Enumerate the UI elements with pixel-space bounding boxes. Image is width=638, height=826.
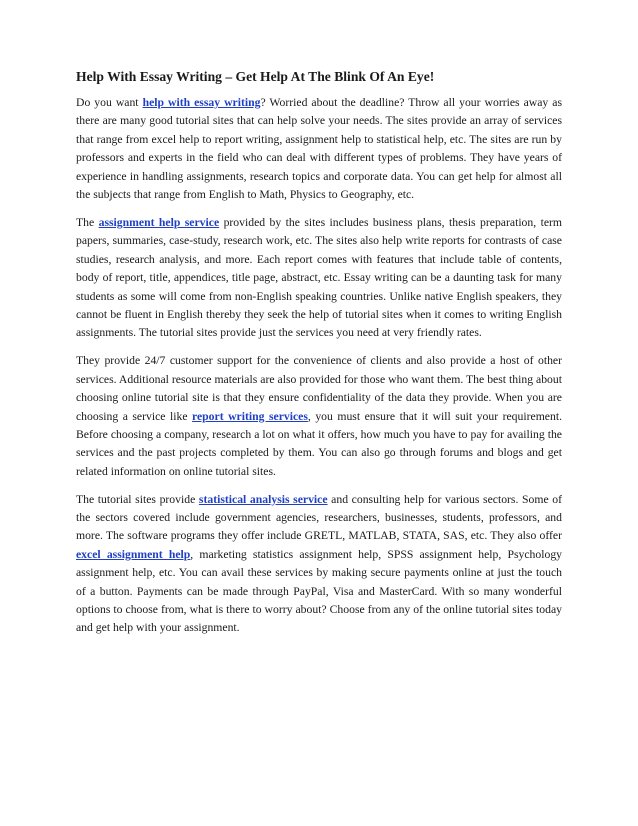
paragraph-1 [76, 94, 562, 204]
help-with-essay-writing-link[interactable]: help with essay writing [142, 96, 261, 109]
paragraph-text: and consulting help for various sectors. Some of the sectors covered include government agencies, researchers, businesses, students, professors, and more. The software programs they offer include GRETL, MATLAB, STATA, SAS, etc. They also offer [76, 492, 563, 543]
excel-assignment-help-link[interactable]: excel assignment help [76, 547, 191, 561]
paragraph-2 [76, 214, 562, 343]
assignment-help-service-link[interactable]: assignment help service [98, 215, 220, 229]
document-title: Help With Essay Writing – Get Help At The Blink Of An Eye! [76, 69, 435, 84]
paragraph-text: , marketing statistics assignment help, SPSS assignment help, Psychology assignment help, etc. You can avail these services by making secure payments online at just the touch of a button. Payments can be made through PayPal, Visa and MasterCard. With so many wonderful options to choose from, what is there to worry about? Choose from any of the online tutorial sites today and get help with your assignment. [76, 547, 563, 635]
document-page [76, 68, 562, 647]
paragraph-text: The [76, 215, 99, 229]
paragraph-text: The tutorial sites provide [76, 492, 199, 506]
paragraph-text: They provide 24/7 customer support for the convenience of clients and also provide a host of other services. Additional resource materials are also provided for those who want them. The best thing about choosing online tutorial site is that they ensure confidentiality of the data they provide. When you are choosing a service like [76, 354, 562, 423]
paragraph-text: provided by the sites includes business plans, thesis preparation, term papers, summaries, case-study, research work, etc. The sites also help write reports for contrasts of case studies, research analysis, and more. Each report comes with features that include table of contents, body of report, title, appendices, title page, abstract, etc. Essay writing can be a daunting task for many students as some will come from non-English speaking countries. Unlike native English speakers, they cannot be fluent in English thereby they seek the help of tutorial sites when it comes to writing English assignments. The tutorial sites provide just the services you need at very friendly rates. [76, 215, 563, 340]
paragraph-text: ? Worried about the deadline? Throw all your worries away as there are many good tutorial sites that can help solve your needs. The sites provide an array of services that range from excel help to report writing, assignment help to statistical help, etc. The sites are run by professors and experts in the field who can deal with different types of problems. They have years of experience in handling assignments, research topics and corporate data. You can get help for almost all the subjects that range from English to Math, Physics to Geography, etc. [76, 96, 562, 202]
report-writing-services-link[interactable]: report writing services [192, 409, 308, 423]
statistical-analysis-service-link[interactable]: statistical analysis service [198, 492, 328, 506]
paragraph-text: Do you want [76, 96, 143, 109]
paragraph-text: , you must ensure that it will suit your requirement. Before choosing a company, research a lot on what it offers, how much you have to pay for availing the services and the past projects completed by them. You can also go through forums and blogs and get related information on online tutorial sites. [76, 409, 562, 478]
paragraph-3 [76, 352, 562, 481]
paragraph-4 [76, 491, 562, 638]
